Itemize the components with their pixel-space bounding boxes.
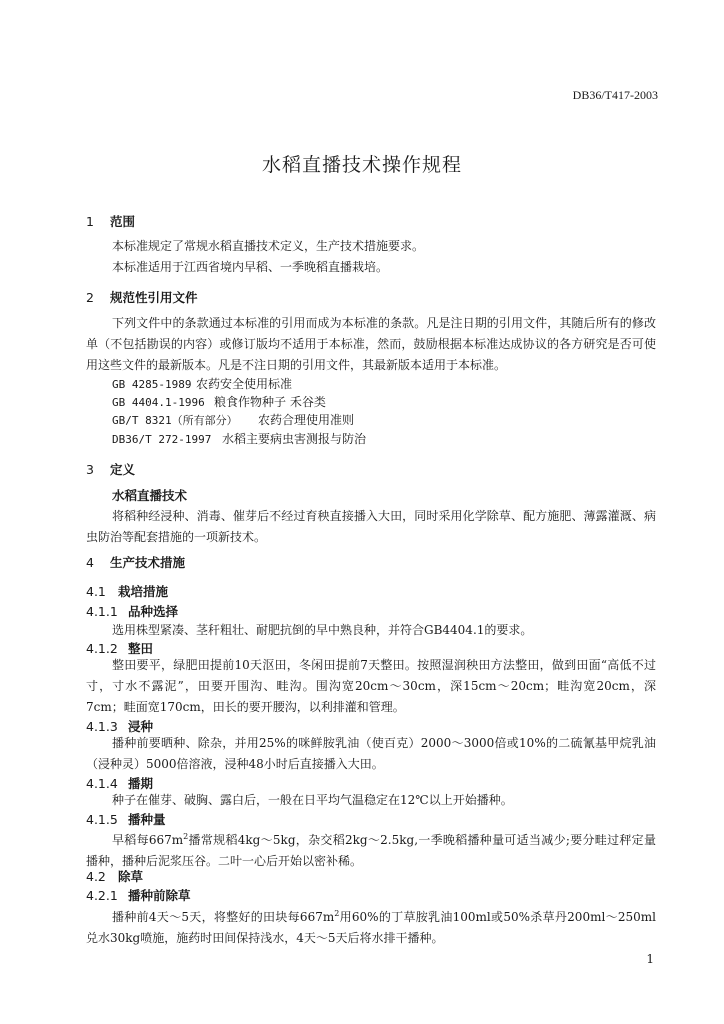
- subsection-number: 4.2.1: [86, 888, 118, 903]
- subsection-4-1-1-heading: [86, 602, 178, 620]
- section-title: 范围: [110, 214, 136, 229]
- reference-name: 农药安全使用标准: [196, 377, 293, 391]
- standard-number: DB36/T417-2003: [572, 88, 658, 102]
- subsection-number: 4.1.2: [86, 641, 118, 656]
- section-3-heading: [86, 460, 135, 478]
- subsection-4-2-1-heading: [86, 886, 191, 904]
- subsection-number: 4.1.1: [86, 604, 118, 619]
- reference-code: GB/T 8321（所有部分）: [112, 414, 238, 427]
- section-number: 2: [86, 290, 94, 305]
- reference-name: 农药合理使用准则: [258, 413, 355, 427]
- scope-paragraph-2: 本标准适用于江西省境内早稻、一季晚稻直播栽培。: [112, 260, 389, 274]
- subsection-title: 栽培措施: [118, 584, 169, 599]
- subsection-number: 4.1.5: [86, 812, 118, 827]
- reference-item: [112, 411, 354, 428]
- term-name: 水稻直播技术: [112, 488, 188, 503]
- field-preparation-paragraph: 整田要平，绿肥田提前10天沤田，冬闲田提前7天整田。按照湿润秧田方法整田，做到田面“高低不过寸，寸水不露泥”，田要开围沟、畦沟。围沟宽20cm～30cm，深15cm～20cm；畦沟宽20cm，深7cm；畦面宽170cm，田长的要开腰沟，以利排灌和管理。: [86, 658, 656, 714]
- variety-selection-paragraph: 选用株型紧凑、茎秆粗壮、耐肥抗倒的早中熟良种，并符合GB4404.1的要求。: [112, 623, 533, 637]
- subsection-4-2-heading: [86, 867, 143, 885]
- subsection-number: 4.2: [86, 869, 106, 884]
- weeding-text-a: 播种前4天～5天，将整好的田块每667m: [112, 910, 335, 924]
- section-number: 4: [86, 555, 94, 570]
- reference-item: [112, 393, 326, 410]
- reference-name: 粮食作物种子 禾谷类: [214, 395, 326, 409]
- subsection-title: 播种量: [128, 812, 166, 827]
- reference-item: [112, 375, 292, 392]
- subsection-number: 4.1: [86, 584, 106, 599]
- section-number: 1: [86, 214, 94, 229]
- seeding-rate-paragraph: [86, 826, 656, 872]
- reference-code: GB 4404.1-1996: [112, 396, 205, 409]
- subsection-title: 播种前除草: [128, 888, 191, 903]
- document-title: 水稻直播技术操作规程: [261, 154, 462, 176]
- reference-code: GB 4285-1989: [112, 378, 192, 391]
- section-2-heading: [86, 288, 198, 306]
- pre-sowing-weeding-paragraph: [86, 903, 656, 949]
- subsection-number: 4.1.4: [86, 776, 118, 791]
- subsection-title: 品种选择: [128, 604, 179, 619]
- seeding-rate-text-a: 早稻每667m: [112, 833, 184, 847]
- section-4-heading: [86, 553, 185, 571]
- weeding-text-b: 用60%的丁草胺乳油100ml或50%杀草丹200ml～250ml兑水30kg喷施，施药时田间保持浅水，4天～5天后将水排干播种。: [86, 910, 656, 945]
- scope-paragraph-1: 本标准规定了常规水稻直播技术定义，生产技术措施要求。: [112, 239, 425, 253]
- subsection-title: 除草: [118, 869, 144, 884]
- reference-item: [112, 430, 366, 447]
- seed-soaking-paragraph: 播种前要晒种、除杂，并用25%的咪鲜胺乳油（使百克）2000～3000倍或10%的二硫氰基甲烷乳油（浸种灵）5000倍溶液，浸种48小时后直接播入大田。: [86, 736, 656, 771]
- normative-references-paragraph: 下列文件中的条款通过本标准的引用而成为本标准的条款。凡是注日期的引用文件，其随后所有的修改单（不包括勘误的内容）或修订版均不适用于本标准，然而，鼓励根据本标准达成协议的各方研究是否可使用这些文件的最新版本。凡是不注日期的引用文件，其最新版本适用于本标准。: [86, 316, 656, 372]
- area-superscript: 2: [183, 832, 189, 841]
- section-title: 规范性引用文件: [110, 290, 198, 305]
- seeding-rate-text-b: 播常规稻4kg～5kg，杂交稻2kg～2.5kg,一季晚稻播种量可适当减少;要分畦过秤定量播种，播种后泥浆压谷。二叶一心后开始以密补稀。: [86, 833, 656, 868]
- section-1-heading: [86, 212, 135, 230]
- subsection-title: 浸种: [128, 719, 154, 734]
- page-number: 1: [646, 952, 654, 966]
- definition-paragraph: 将稻种经浸种、消毒、催芽后不经过育秧直接播入大田，同时采用化学除草、配方施肥、薄露灌溉、病虫防治等配套措施的一项新技术。: [86, 509, 656, 544]
- section-number: 3: [86, 462, 94, 477]
- subsection-title: 播期: [128, 776, 154, 791]
- section-title: 生产技术措施: [110, 555, 186, 570]
- reference-name: 水稻主要病虫害测报与防治: [222, 432, 367, 446]
- section-title: 定义: [110, 462, 136, 477]
- area-superscript: 2: [334, 909, 340, 918]
- reference-code: DB36/T 272-1997: [112, 433, 212, 446]
- subsection-4-1-heading: [86, 582, 168, 600]
- sowing-date-paragraph: 种子在催芽、破胸、露白后，一般在日平均气温稳定在12℃以上开始播种。: [112, 793, 513, 807]
- subsection-title: 整田: [128, 641, 154, 656]
- subsection-number: 4.1.3: [86, 719, 118, 734]
